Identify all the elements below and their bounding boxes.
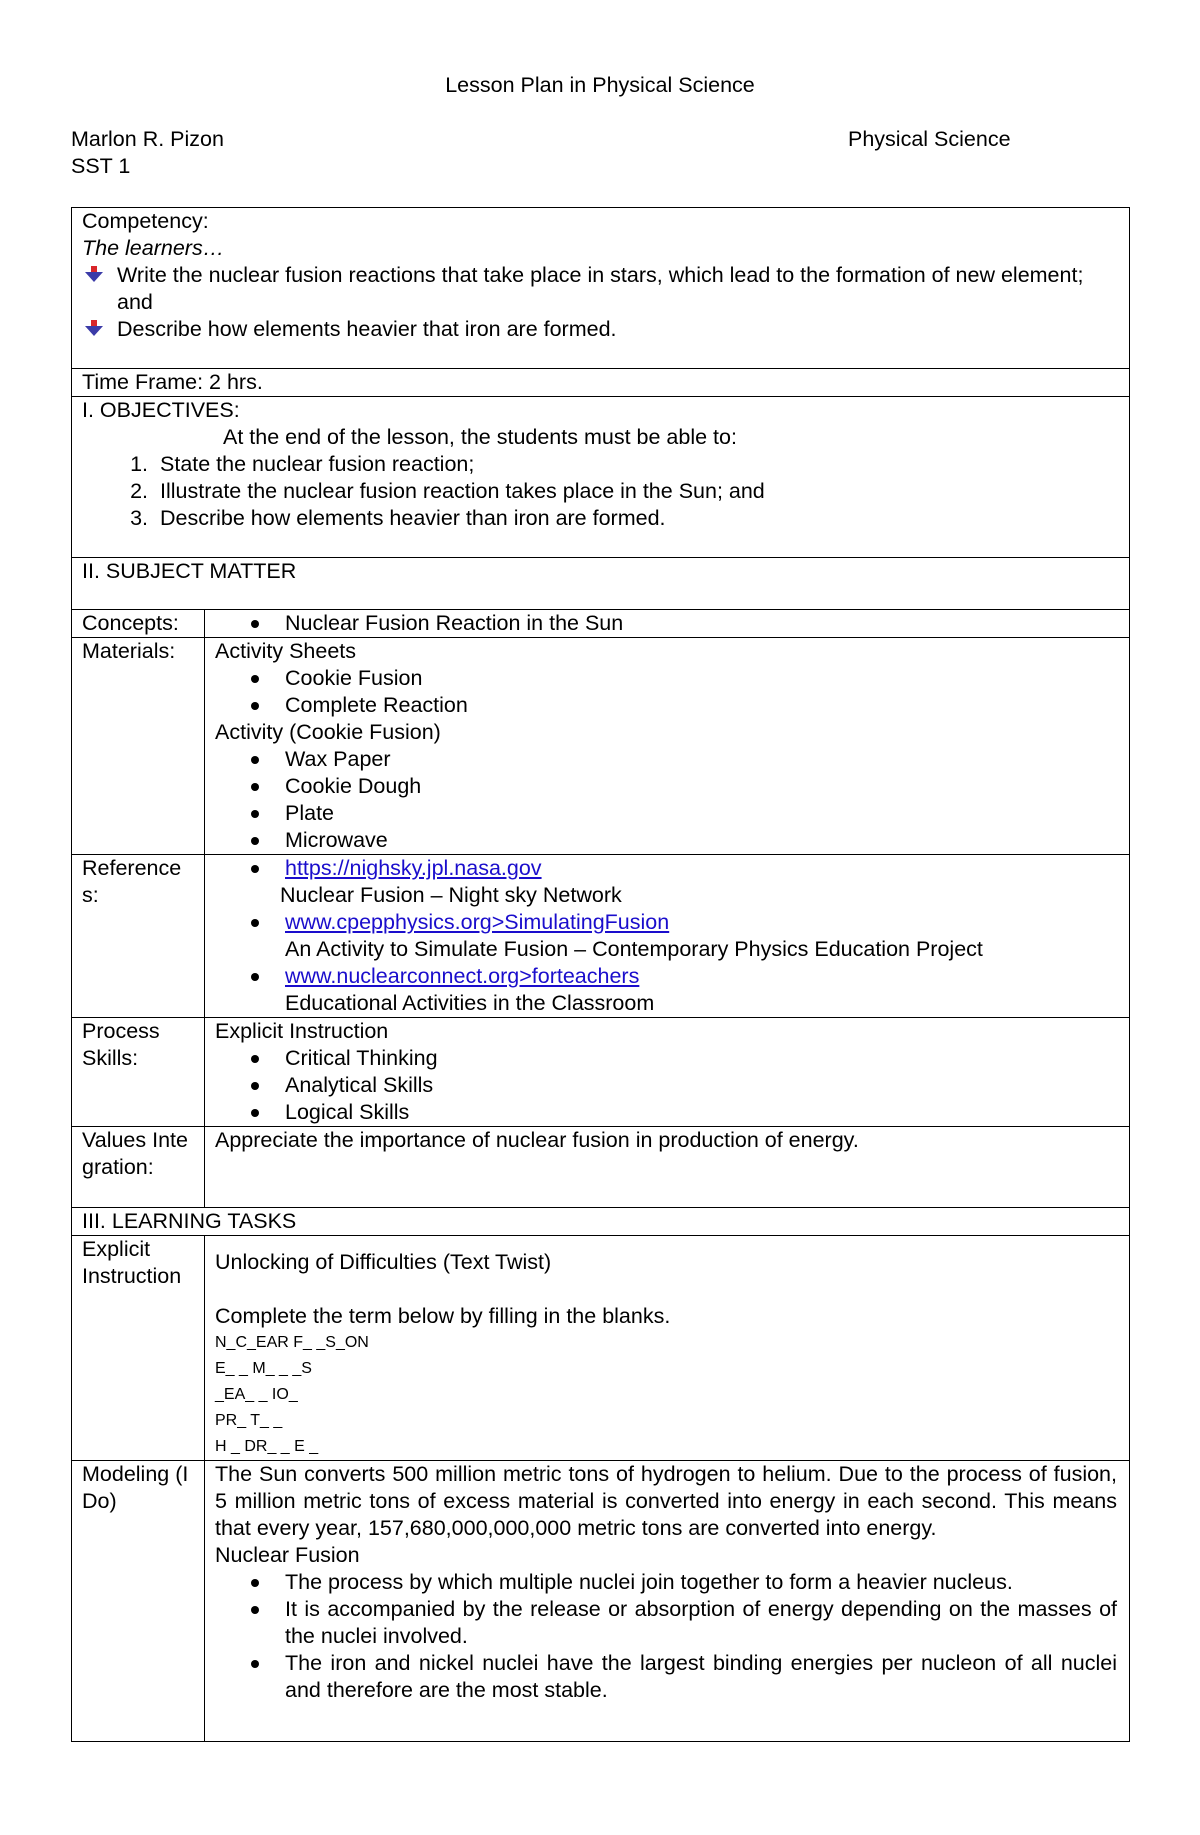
learning-tasks-heading: III. LEARNING TASKS [72,1208,1130,1236]
modeling-row [72,1461,1130,1742]
explicit-title: Unlocking of Difficulties (Text Twist) [215,1250,552,1274]
list-item: Nuclear Fusion Reaction in the Sun [285,610,1117,637]
subject-name: Physical Science [848,127,1011,151]
reference-link[interactable]: www.nuclearconnect.org>forteachers [285,964,640,988]
list-item [117,262,1117,316]
competency-item: Write the nuclear fusion reactions that take place in stars, which lead to the formation of new element; and [117,263,1084,314]
list-item: Complete Reaction [285,692,1117,719]
time-frame: Time Frame: 2 hrs. [72,369,1130,397]
list-item: Cookie Fusion [285,665,1117,692]
references-row [72,855,1130,1018]
explicit-instruction-row [72,1236,1130,1461]
explicit-instruction-text: Complete the term below by filling in the blanks. [215,1304,671,1328]
list-item: Wax Paper [285,746,1117,773]
references-list [215,855,1117,882]
list-item [117,316,1117,343]
competency-item: Describe how elements heavier that iron are formed. [117,317,617,341]
competency-row [72,208,1130,369]
reference-description: Educational Activities in the Classroom [285,991,655,1015]
materials-group-title: Activity Sheets [215,639,356,663]
modeling-subheading: Nuclear Fusion [215,1543,360,1567]
author-position: SST 1 [71,154,131,178]
list-item: Plate [285,800,1117,827]
arrow-bullet-icon [85,266,103,282]
modeling-paragraph: The Sun converts 500 million metric tons of hydrogen to helium. Due to the process of fusion, 5 million metric tons of excess material is converted into energy in each second. This means that every year, 157,680,000,000,000 metric tons are converted into energy. [215,1462,1117,1540]
process-skills-intro: Explicit Instruction [215,1019,389,1043]
values-row [72,1127,1130,1208]
objectives-intro: At the end of the lesson, the students must be able to: [223,425,737,449]
blank-term: PR_ T_ _ [215,1412,283,1429]
competency-label: Competency: [82,209,209,233]
values-text: Appreciate the importance of nuclear fusion in production of energy. [205,1127,1130,1208]
objectives-row [72,397,1130,558]
modeling-label: Modeling (I Do) [72,1461,205,1742]
blank-term: H _ DR_ _ E _ [215,1438,319,1455]
reference-link[interactable]: https://nighsky.jpl.nasa.gov [285,856,542,880]
subject-matter-row [72,558,1130,610]
concepts-list [215,610,1117,637]
process-skills-list [215,1045,1117,1126]
reference-link[interactable]: www.cpepphysics.org>SimulatingFusion [285,910,670,934]
list-item: 3. Describe how elements heavier than iron are formed. [154,505,1117,532]
reference-description: Nuclear Fusion – Night sky Network [280,883,622,907]
concepts-label: Concepts: [72,610,205,638]
concepts-row [72,610,1130,638]
list-item [285,855,1117,882]
process-skills-row [72,1018,1130,1127]
blank-term: N_C_EAR F_ _S_ON [215,1334,369,1351]
blank-term: _EA_ _ IO_ [215,1386,298,1403]
list-item: The iron and nickel nuclei have the largest binding energies per nucleon of all nuclei and therefore are the most stable. [285,1651,1117,1702]
list-item: The process by which multiple nuclei join together to form a heavier nucleus. [285,1569,1117,1596]
modeling-list [215,1569,1117,1704]
list-item: 2. Illustrate the nuclear fusion reaction takes place in the Sun; and [154,478,1117,505]
references-label: References: [72,855,205,1018]
list-item: 1. State the nuclear fusion reaction; [154,451,1117,478]
list-item [285,963,1117,1017]
competency-list [82,262,1117,343]
values-label: Values Integration: [72,1127,205,1208]
materials-list [215,665,1117,719]
list-item: Microwave [285,827,1117,854]
process-skills-label: Process Skills: [72,1018,205,1127]
list-item: Analytical Skills [285,1072,1117,1099]
list-item [285,909,1117,963]
time-frame-row [72,369,1130,397]
subject-matter-heading: II. SUBJECT MATTER [72,558,1130,610]
learning-tasks-row [72,1208,1130,1236]
reference-description: An Activity to Simulate Fusion – Contemporary Physics Education Project [285,937,983,961]
materials-list [215,746,1117,854]
list-item: Critical Thinking [285,1045,1117,1072]
materials-row [72,638,1130,855]
materials-label: Materials: [72,638,205,855]
blank-term: E_ _ M_ _ _S [215,1360,312,1377]
objectives-list [82,451,1117,532]
objectives-heading: I. OBJECTIVES: [82,398,240,422]
list-item: Logical Skills [285,1099,1117,1126]
page-title: Lesson Plan in Physical Science [445,73,755,97]
arrow-bullet-icon [85,320,103,336]
author-name: Marlon R. Pizon [71,127,224,151]
explicit-instruction-label: Explicit Instruction [72,1236,205,1461]
list-item: Cookie Dough [285,773,1117,800]
list-item: It is accompanied by the release or absorption of energy depending on the masses of the nuclei involved. [285,1597,1117,1648]
lesson-plan-table [71,207,1130,1742]
competency-intro: The learners… [82,236,225,260]
references-list [215,909,1117,1017]
materials-group-title: Activity (Cookie Fusion) [215,720,441,744]
